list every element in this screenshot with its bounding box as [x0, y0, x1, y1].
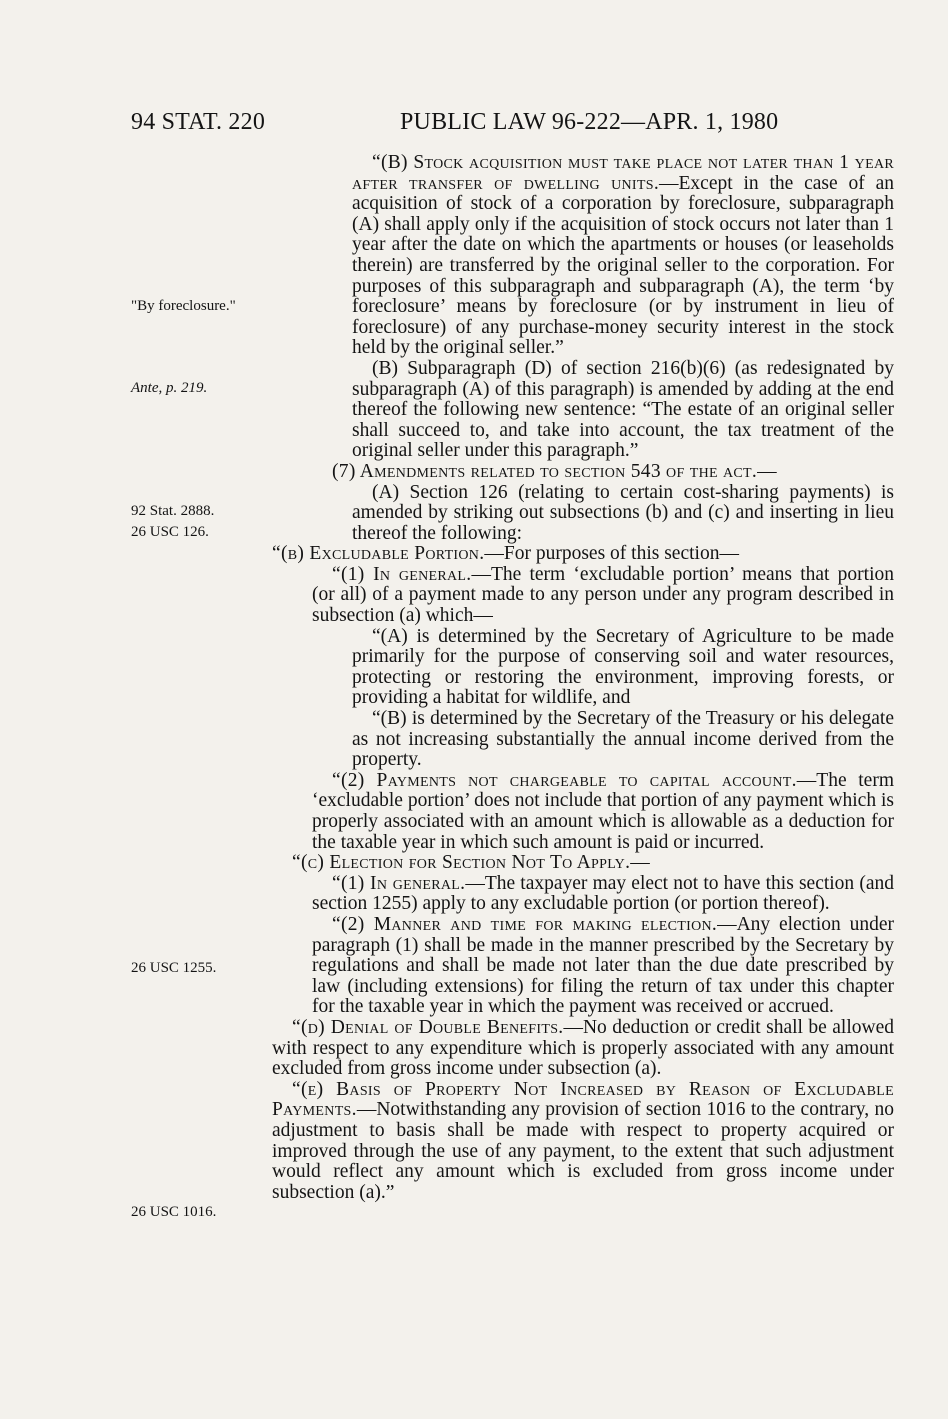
margin-note-ante: Ante, p. 219.: [131, 380, 208, 396]
paragraph-denial-double-benefits: [270, 1018, 894, 1080]
margin-note-by-foreclosure: "By foreclosure.": [131, 298, 236, 314]
text-excludable-portion: —For purposes of this section—: [484, 543, 739, 565]
paragraph-payments-not-chargeable: [270, 771, 894, 853]
text-payments-not-chargeable: —The term ‘excludable portion’ does not include that portion of any payment which is properly associated with an amount which is allowable as a deduction for the taxable year in which such amount is paid or incurred.: [312, 769, 894, 853]
heading-amendments-543: (7) Amendments related to section 543 of the act.: [332, 460, 758, 482]
paragraph-election-heading: [270, 853, 894, 874]
heading-in-general-1: “(1) In general.: [332, 563, 472, 585]
paragraph-excludable-portion: [270, 544, 894, 565]
paragraph-manner-and-time: [270, 915, 894, 1018]
text-in-general-1: —The term ‘excludable portion’ means that portion (or all) of a payment made to any person under any program described in subsection (a) which—: [312, 563, 894, 627]
paragraph-amendments-543: [270, 462, 894, 483]
heading-excludable-portion: “(b) Excludable Portion.: [272, 543, 485, 565]
text-denial-double-benefits: —No deduction or credit shall be allowed with respect to any expenditure which is properly associated with any amount excluded from gross income under subsection (a).: [272, 1016, 894, 1080]
text-stock-acquisition: —Except in the case of an acquisition of stock of a corporation by foreclosure, subparagraph (A) shall apply only if the acquisition of stock occurs not later than 1 year after the date on which the apartments or houses (or leaseholds therein) are transferred by the original seller to the corporation. For purposes of this subparagraph and subparagraph (A), the term ‘by foreclosure’ means by foreclosure (or by instrument in lieu of foreclosure) of any purchase-money security interest in the stock held by the original seller.”: [352, 172, 894, 359]
paragraph-determined-treasury: “(B) is determined by the Secretary of the Treasury or his delegate as not increasing substantially the annual income derived from the property.: [352, 708, 894, 771]
paragraph-election-in-general: [270, 874, 894, 915]
heading-payments-not-chargeable: “(2) Payments not chargeable to capital account.: [332, 769, 797, 791]
heading-election: “(c) Election for Section Not To Apply.: [292, 852, 631, 874]
dash-amendments-543: —: [757, 460, 777, 482]
margin-note-92-stat: 92 Stat. 2888.: [131, 503, 215, 519]
margin-note-26-usc-1016: 26 USC 1016.: [131, 1204, 217, 1220]
heading-election-in-general: “(1) In general.: [332, 872, 466, 894]
heading-denial-double-benefits: “(d) Denial of Double Benefits.: [292, 1016, 564, 1038]
paragraph-subparagraph-b: (B) Subparagraph (D) of section 216(b)(6) (as redesignated by subparagraph (A) of this paragraph) is amended by adding at the end thereof the following new sentence: “The estate of an original seller shall succeed to, and take into account, the tax treatment of the original seller under this paragraph.”: [352, 357, 894, 462]
heading-stock-acquisition: “(B) Stock acquisition must take place not later than 1 year after transfer of dwelling units.: [352, 152, 894, 194]
paragraph-in-general-1: [270, 565, 894, 627]
heading-basis-of-property: “(e) Basis of Property Not Increased by Reason of Excludable Payments.: [272, 1078, 894, 1121]
text-election-in-general: —The taxpayer may elect not to have this section (and section 1255) apply to any excludable portion (or portion thereof).: [312, 872, 894, 915]
paragraph-subparagraph-a: (A) Section 126 (relating to certain cost-sharing payments) is amended by striking out subsections (b) and (c) and inserting in lieu thereof the following:: [352, 481, 894, 544]
text-basis-of-property: —Notwithstanding any provision of section 1016 to the contrary, no adjustment to basis shall be made with respect to property acquired or improved through the use of any payment, to the extent that such adjustment would reflect any amount which is excluded from gross income under subsection (a).”: [272, 1099, 894, 1203]
paragraph-determined-agriculture: “(A) is determined by the Secretary of Agriculture to be made primarily for the purpose of conserving soil and water resources, protecting or restoring the environment, improving forests, or providing a habitat for wildlife, and: [352, 625, 894, 709]
statute-page-reference: 94 STAT. 220: [131, 109, 266, 135]
dash-election: —: [630, 852, 650, 874]
heading-manner-and-time: “(2) Manner and time for making election.: [332, 913, 718, 935]
margin-note-26-usc-1255: 26 USC 1255.: [131, 960, 217, 976]
paragraph-basis-of-property: [270, 1080, 894, 1204]
statute-body: [270, 153, 894, 1203]
paragraph-stock-acquisition: [270, 153, 894, 359]
margin-note-26-usc-126: 26 USC 126.: [131, 524, 209, 540]
text-manner-and-time: —Any election under paragraph (1) shall be made in the manner prescribed by the Secretary by regulations and shall be made not later than the due date prescribed by law (including extensions) for filing the return of tax under this chapter for the taxable year in which the payment was received or accrued.: [312, 913, 895, 1018]
page-title: PUBLIC LAW 96-222—APR. 1, 1980: [400, 109, 779, 135]
